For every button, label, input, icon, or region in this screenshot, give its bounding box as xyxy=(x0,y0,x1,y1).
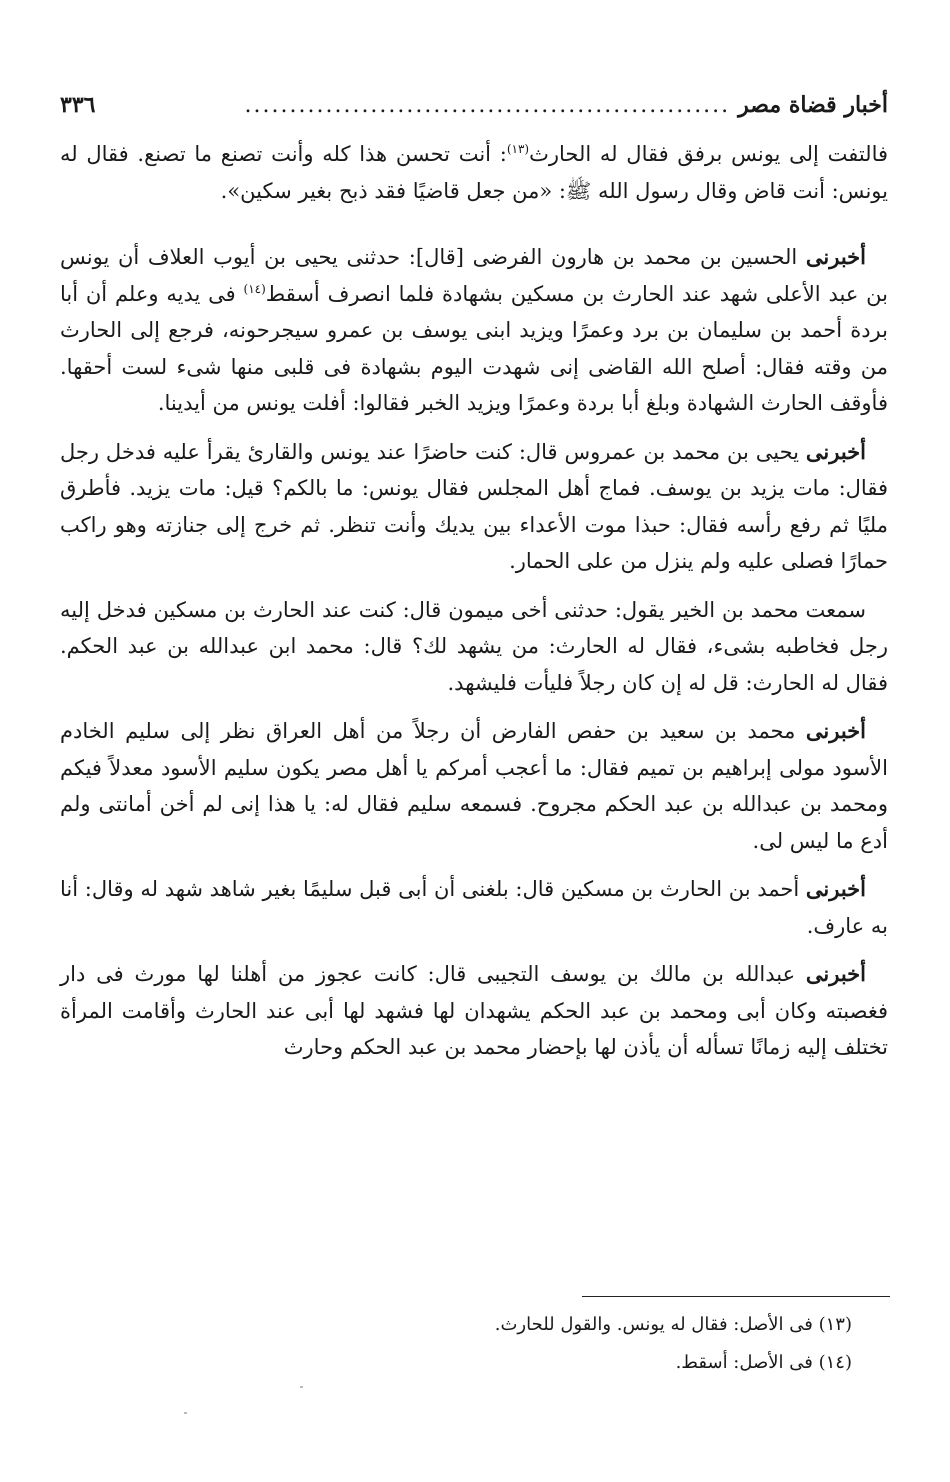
paragraph-lead: أخبرنى xyxy=(805,961,866,986)
paragraph-1 xyxy=(60,136,888,209)
paragraph-6 xyxy=(60,871,888,944)
footnote-13: (١٣) فى الأصل: فقال له يونس. والقول للحارث. xyxy=(494,1314,852,1335)
page-number: ٣٣٦ xyxy=(60,92,96,118)
paragraph-4 xyxy=(60,592,888,702)
footnote-ref-14: (١٤) xyxy=(243,281,266,296)
paragraph-text: أحمد بن الحارث بن مسكين قال: بلغنى أن أبى قبل سليمًا بغير شاهد شهد له وقال: أنا به عارف. xyxy=(60,877,888,938)
paragraph-2 xyxy=(60,239,888,422)
paragraph-lead: أخبرنى xyxy=(805,876,866,901)
page-header xyxy=(60,88,888,122)
paragraph-lead: أخبرنى xyxy=(805,244,866,269)
footnotes xyxy=(60,1306,888,1382)
footnote-ref-13: (١٣) xyxy=(506,142,530,156)
scan-speck xyxy=(184,1412,187,1414)
paragraph-5 xyxy=(60,713,888,859)
paragraph-lead: أخبرنى xyxy=(805,438,866,464)
paragraph-text: محمد بن سعيد بن حفص الفارض أن رجلاً من أهل العراق نظر إلى سليم الخادم الأسود مولى إبراهيم بن تميم فقال: ما أعجب أمركم يا أهل مصر يكون سليم الأسود معدلاً فيكم ومحمد بن عبدالله بن عبد الحكم مجروح. فسمعه سليم فقال له: يا هذا إنى لم أخن أمانتى ولم أدع ما ليس لى. xyxy=(60,719,888,853)
paragraph-7 xyxy=(60,956,888,1066)
paragraph-text: يحيى بن محمد بن عمروس قال: كنت حاضرًا عند يونس والقارئ يقرأ عليه فدخل رجل فقال: مات يزيد بن يوسف. فماج أهل المجلس فقال يونس: ما بالكم؟ قيل: مات يزيد. فأطرق مليًا ثم رفع رأسه فقال: حبذا موت الأعداء بين يديك وأنت تنظر. ثم خرج إلى جنازته وهو راكب حمارًا فصلى عليه ولم ينزل من على الحمار. xyxy=(60,439,888,573)
running-title: أخبار قضاة مصر xyxy=(738,92,888,118)
page-body xyxy=(60,136,888,1066)
header-leader-dots: ...................................................... xyxy=(244,92,731,118)
paragraph-text: سمعت محمد بن الخير يقول: حدثنى أخى ميمون قال: كنت عند الحارث بن مسكين فدخل إليه رجل فخاطبه بشىء، فقال له الحارث: من يشهد لك؟ قال: محمد ابن عبدالله بن عبد الحكم. فقال له الحارث: قل له إن كان رجلاً فليأت فليشهد. xyxy=(60,597,888,695)
paragraph-3 xyxy=(60,434,888,580)
paragraph-text: فى يديه وعلم أن أبا بردة أحمد بن سليمان بن برد وعمرًا ويزيد ابنى يوسف بن عمرو سيجرحونه، فرجع إلى الحارث من وقته فقال: أصلح الله القاضى إنى شهدت اليوم بشهادة فى قلبى منها شىء لست أحقها. فأوقف الحارث الشهادة وبلغ أبا بردة وعمرًا ويزيد الخبر فقالوا: أفلت يونس من أيدينا. xyxy=(60,281,888,415)
paragraph-lead: أخبرنى xyxy=(805,718,866,743)
paragraph-text: عبدالله بن مالك بن يوسف التجيبى قال: كانت عجوز من أهلنا لها مورث فى دار فغصبته وكان أبى ومحمد بن عبد الحكم يشهدان لها فشهد لها أبى عند الحارث وأقامت المرأة تختلف إليه زمانًا تسأله أن يأذن لها بإحضار محمد بن عبد الحكم وحارث xyxy=(60,962,888,1059)
paragraph-text: فالتفت إلى يونس برفق فقال له الحارث xyxy=(529,142,888,166)
paragraph-text: : أنت تحسن هذا كله وأنت تصنع ما تصنع. فقال له يونس: أنت قاض وقال رسول الله ﷺ: «من جعل قاضيًا فقد ذبح بغير سكين». xyxy=(60,142,888,203)
footnote-separator xyxy=(582,1296,890,1297)
footnote-14: (١٤) فى الأصل: أسقط. xyxy=(675,1352,852,1373)
paragraph-text: الحسين بن محمد بن هارون الفرضى [قال]: حدثنى يحيى بن أيوب العلاف أن يونس بن عبد الأعلى شهد عند الحارث بن مسكين بشهادة فلما انصرف أسقط xyxy=(60,245,888,306)
scan-speck xyxy=(300,1386,303,1388)
